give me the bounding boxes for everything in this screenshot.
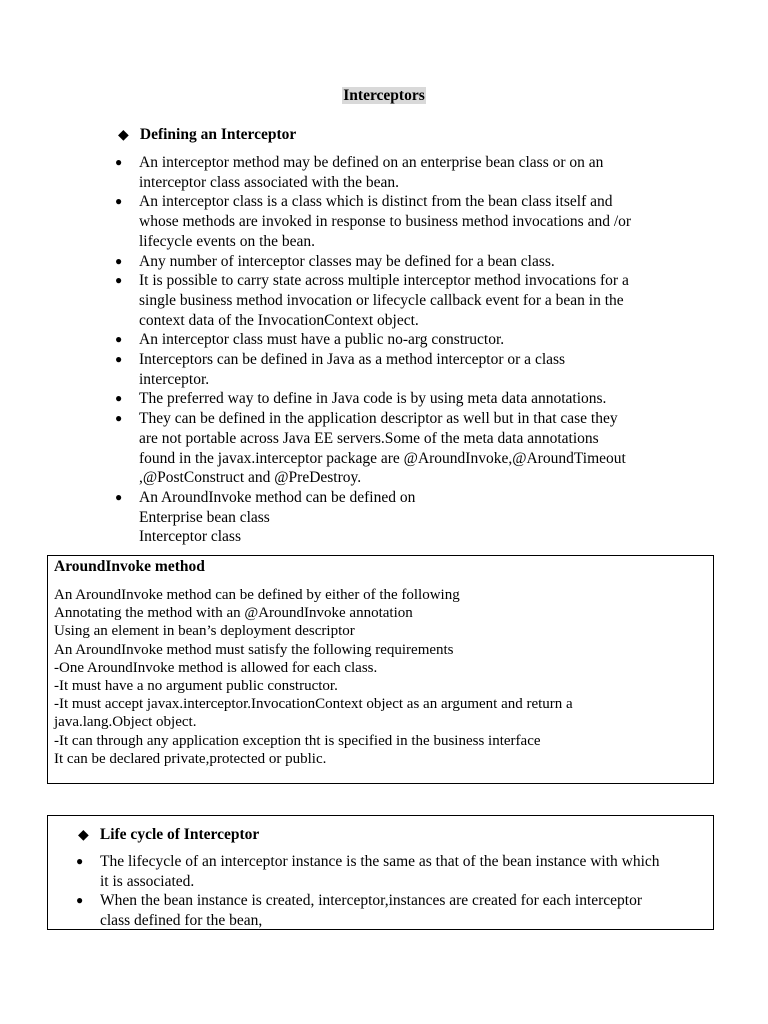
list-item-line: An interceptor class is a class which is distinct from the bean class itself and: [139, 193, 613, 211]
defining-interceptor-list: [115, 153, 715, 547]
bullet-dot-icon: ●: [115, 332, 123, 347]
around-invoke-box: [47, 555, 714, 784]
list-item-line: They can be defined in the application descriptor as well but in that case they: [139, 410, 618, 428]
list-item-line: Any number of interceptor classes may be defined for a bean class.: [139, 252, 555, 270]
box-line: Using an element in bean’s deployment descriptor: [54, 623, 355, 640]
list-item: [115, 350, 715, 389]
list-item: [115, 252, 715, 272]
list-item: [115, 330, 715, 350]
list-item-line: interceptor class associated with the bean.: [139, 173, 399, 191]
bullet-dot-icon: ●: [115, 253, 123, 268]
box-line: -It must accept javax.interceptor.InvocationContext object as an argument and return a: [54, 696, 573, 713]
list-item: [115, 389, 715, 409]
box-line: -It can through any application exception tht is specified in the business interface: [54, 732, 541, 749]
bullet-dot-icon: ●: [115, 194, 123, 209]
section-heading-text: Defining an Interceptor: [139, 126, 297, 143]
list-item-line: It is possible to carry state across multiple interceptor method invocations for a: [139, 272, 629, 290]
list-item-line: When the bean instance is created, interceptor,instances are created for each interceptor: [100, 892, 643, 910]
list-item-line: are not portable across Java EE servers.Some of the meta data annotations: [139, 429, 599, 447]
box-line: -It must have a no argument public constructor.: [54, 678, 338, 695]
bullet-dot-icon: ●: [76, 854, 84, 868]
list-item-line: class defined for the bean,: [100, 912, 263, 930]
list-item-line: it is associated.: [100, 872, 195, 890]
lifecycle-heading: [78, 826, 259, 844]
list-item-line: whose methods are invoked in response to business method invocations and /or: [139, 213, 632, 231]
list-item-line: An interceptor class must have a public no-arg constructor.: [139, 331, 505, 349]
bullet-dot-icon: ●: [115, 352, 123, 367]
list-item-line: Enterprise bean class: [139, 508, 270, 526]
list-item-line: lifecycle events on the bean.: [139, 232, 316, 250]
bullet-dot-icon: ●: [76, 893, 84, 908]
list-item-line: An AroundInvoke method can be defined on: [139, 488, 416, 506]
diamond-bullet-icon: ◆: [118, 128, 129, 143]
diamond-bullet-icon: ◆: [78, 828, 89, 843]
list-item: [115, 409, 715, 488]
list-item: [115, 192, 715, 251]
list-item: [115, 271, 715, 330]
list-item-line: Interceptor class: [139, 528, 241, 546]
list-item-line: found in the javax.interceptor package are @AroundInvoke,@AroundTimeout: [139, 449, 626, 467]
list-item-line: The lifecycle of an interceptor instance is the same as that of the bean instance with which: [100, 853, 660, 870]
list-item: [115, 153, 715, 192]
list-item-line: The preferred way to define in Java code is by using meta data annotations.: [139, 390, 607, 408]
page-title-wrapper: [0, 87, 768, 105]
bullet-dot-icon: ●: [115, 411, 123, 426]
section-heading-defining: [118, 126, 296, 144]
box-line: An AroundInvoke method can be defined by either of the following: [54, 587, 460, 603]
around-invoke-lines: [54, 586, 573, 768]
list-item: [115, 488, 715, 547]
bullet-dot-icon: ●: [115, 391, 123, 406]
list-item-line: context data of the InvocationContext object.: [139, 311, 419, 329]
box-line: -One AroundInvoke method is allowed for each class.: [54, 659, 378, 676]
list-item-line: ,@PostConstruct and @PreDestroy.: [139, 469, 362, 487]
list-item-line: Interceptors can be defined in Java as a method interceptor or a class: [139, 351, 566, 369]
around-invoke-heading: AroundInvoke method: [54, 558, 205, 575]
list-item-line: interceptor.: [139, 370, 210, 388]
bullet-dot-icon: ●: [115, 273, 123, 288]
lifecycle-list: [76, 852, 716, 931]
lifecycle-heading-text: Life cycle of Interceptor: [99, 826, 260, 843]
bullet-dot-icon: ●: [115, 155, 123, 169]
list-item-line: An interceptor method may be defined on an enterprise bean class or on an: [139, 154, 604, 171]
lifecycle-box: [47, 815, 714, 930]
box-line: Annotating the method with an @AroundInvoke annotation: [54, 605, 413, 622]
box-line: java.lang.Object object.: [54, 714, 197, 731]
list-item-line: single business method invocation or lifecycle callback event for a bean in the: [139, 291, 624, 309]
bullet-dot-icon: ●: [115, 489, 123, 504]
page-title: Interceptors: [343, 87, 425, 104]
list-item: [76, 852, 716, 891]
box-line: An AroundInvoke method must satisfy the following requirements: [54, 641, 454, 658]
box-line: It can be declared private,protected or public.: [54, 750, 327, 767]
list-item: [76, 891, 716, 930]
